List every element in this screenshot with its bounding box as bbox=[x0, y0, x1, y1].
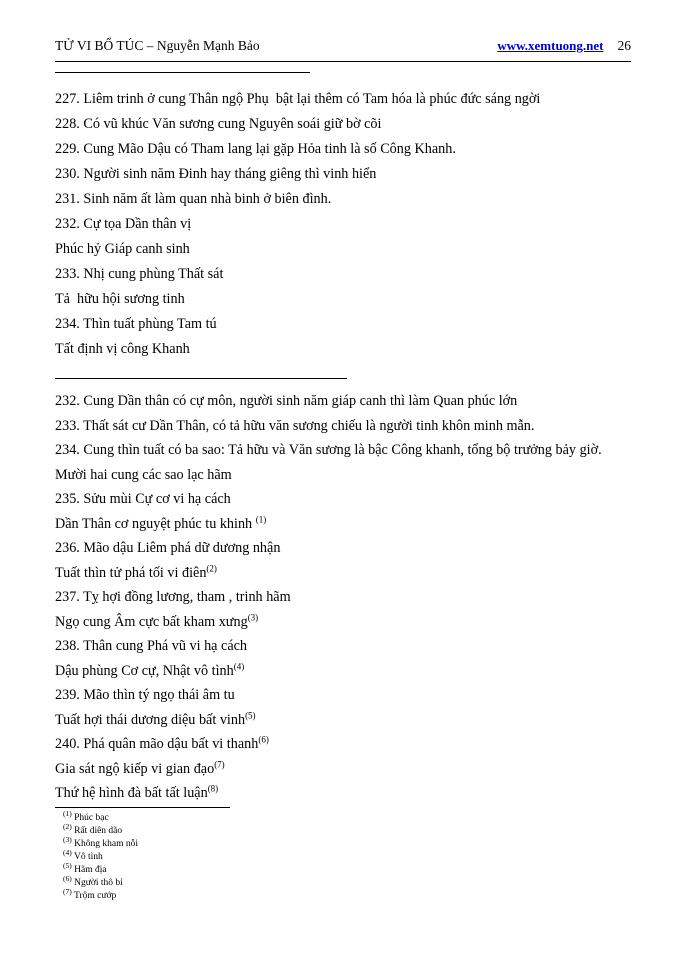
page-header bbox=[55, 38, 631, 56]
commentary-text: 232. Cung Dần thân có cự môn, người sinh năm giáp canh thì làm Quan phúc lớn bbox=[55, 393, 518, 409]
commentary-text: Thứ hệ hình đà bất tất luận bbox=[55, 785, 208, 801]
commentary-line bbox=[55, 634, 631, 659]
section-divider-top bbox=[55, 72, 310, 73]
verse-line: 232. Cự tọa Dần thân vị bbox=[55, 216, 192, 232]
footnote-item bbox=[55, 873, 455, 890]
footnote-item bbox=[55, 834, 455, 851]
footnote-marker: (3) bbox=[247, 611, 259, 622]
commentary-line bbox=[55, 732, 631, 757]
commentary-line bbox=[55, 659, 631, 684]
commentary-line bbox=[55, 389, 631, 414]
footnote-item bbox=[55, 886, 455, 903]
footnote-marker: (5) bbox=[245, 709, 256, 720]
section-divider-middle bbox=[55, 378, 347, 379]
footnote-item bbox=[55, 847, 455, 864]
commentary-text: 239. Mão thìn tý ngọ thái âm tu bbox=[55, 687, 235, 703]
footnote-marker: (1) bbox=[63, 808, 72, 818]
footnote-text: Phúc bạc bbox=[74, 813, 109, 823]
commentary-text: Tuất thìn tử phá tối vi điên bbox=[55, 564, 207, 581]
commentary-line bbox=[55, 487, 631, 512]
commentary-text: 236. Mão dậu Liêm phá dữ dương nhận bbox=[55, 540, 281, 556]
verse-line: Tả hữu hội sương tinh bbox=[55, 291, 185, 307]
commentary-text: Tuất hợi thái dương diệu bất vinh bbox=[55, 711, 246, 728]
footnote-text: Rất diên dão bbox=[74, 826, 123, 836]
header-right-group bbox=[497, 38, 631, 54]
commentary-line bbox=[55, 708, 631, 733]
commentary-text: Dậu phùng Cơ cự, Nhật vô tình bbox=[55, 662, 234, 679]
header-title: TỬ VI BỔ TÚC – Nguyễn Mạnh Bảo bbox=[55, 38, 260, 53]
commentary-line bbox=[55, 512, 631, 537]
verse-block-two bbox=[55, 389, 631, 806]
verse-block-one bbox=[55, 87, 631, 362]
verse-line: 230. Người sinh năm Đinh hay tháng giêng thì vinh hiển bbox=[55, 166, 377, 182]
footnote-marker: (6) bbox=[63, 873, 72, 883]
commentary-line bbox=[55, 781, 631, 806]
footnote-item bbox=[55, 860, 455, 877]
commentary-text: Gia sát ngộ kiếp vi gian đạo bbox=[55, 760, 215, 777]
verse-line: 231. Sinh năm ất làm quan nhà binh ở biên đình. bbox=[55, 191, 332, 207]
commentary-line bbox=[55, 463, 631, 488]
commentary-text: 235. Sửu mùi Cự cơ vi hạ cách bbox=[55, 491, 231, 507]
footnote-text: Không kham nỗi bbox=[74, 839, 138, 849]
footnote-text: Hãm địa bbox=[74, 865, 107, 875]
commentary-text: 234. Cung thìn tuất có ba sao: Tả hữu và Văn sương là bậc Công khanh, tổng bộ trưởng bảy giờ. bbox=[55, 442, 602, 458]
commentary-line bbox=[55, 438, 631, 463]
commentary-text: 240. Phá quân mão dậu bất vi thanh bbox=[55, 736, 259, 752]
footnote-marker: (1) bbox=[255, 513, 267, 524]
footnote-marker: (7) bbox=[63, 886, 72, 896]
commentary-text: Ngọ cung Âm cực bất kham xưng bbox=[55, 613, 248, 630]
commentary-line bbox=[55, 561, 631, 586]
footnote-text: Người thô bỉ bbox=[74, 878, 123, 888]
footnotes-section bbox=[55, 807, 455, 903]
site-url-link[interactable]: www.xemtuong.net bbox=[497, 38, 604, 53]
footnote-marker: (2) bbox=[206, 562, 217, 573]
commentary-line bbox=[55, 585, 631, 610]
footnote-marker: (7) bbox=[214, 758, 225, 769]
footnote-marker: (8) bbox=[207, 783, 219, 794]
footnote-marker: (3) bbox=[63, 834, 72, 844]
footnote-marker: (5) bbox=[63, 860, 72, 870]
page-number: 26 bbox=[617, 38, 631, 53]
footnote-marker: (4) bbox=[63, 847, 72, 857]
commentary-text: 237. Tỵ hợi đồng lương, tham , trinh hãm bbox=[55, 589, 291, 605]
verse-line: Phúc hỷ Giáp canh sinh bbox=[55, 241, 190, 257]
commentary-text: Mười hai cung các sao lạc hãm bbox=[55, 466, 232, 483]
commentary-text: 233. Thất sát cư Dần Thân, có tả hữu văn sương chiếu là người tinh khôn minh mẫn. bbox=[55, 417, 535, 434]
footnote-text: Trộm cướp bbox=[73, 891, 117, 901]
verse-line: 227. Liêm trinh ở cung Thân ngộ Phụ bật lại thêm có Tam hóa là phúc đức sáng ngời bbox=[55, 91, 541, 107]
footnote-marker: (4) bbox=[233, 660, 245, 671]
commentary-text: 238. Thân cung Phá vũ vi hạ cách bbox=[55, 638, 248, 654]
commentary-line bbox=[55, 610, 631, 635]
commentary-line bbox=[55, 414, 631, 439]
verse-line: 234. Thìn tuất phùng Tam tú bbox=[55, 316, 217, 332]
commentary-line bbox=[55, 757, 631, 782]
commentary-text: Dần Thân cơ nguyệt phúc tu khinh bbox=[55, 515, 256, 532]
page-content bbox=[55, 38, 631, 806]
footnote-divider bbox=[55, 807, 230, 808]
commentary-line bbox=[55, 536, 631, 561]
verse-line: 228. Có vũ khúc Văn sương cung Nguyên soái giữ bờ cõi bbox=[55, 116, 382, 132]
verse-line: 233. Nhị cung phùng Thất sát bbox=[55, 266, 224, 282]
footnote-marker: (6) bbox=[258, 734, 269, 745]
footnote-marker: (2) bbox=[63, 821, 72, 831]
commentary-line bbox=[55, 683, 631, 708]
footnote-item bbox=[55, 808, 455, 825]
footnote-text: Vô tình bbox=[73, 852, 103, 862]
header-divider bbox=[55, 61, 631, 62]
verse-line: 229. Cung Mão Dậu có Tham lang lại gặp Hỏa tinh là số Công Khanh. bbox=[55, 141, 456, 157]
footnote-item bbox=[55, 821, 455, 838]
verse-line: Tất định vị công Khanh bbox=[55, 341, 190, 357]
